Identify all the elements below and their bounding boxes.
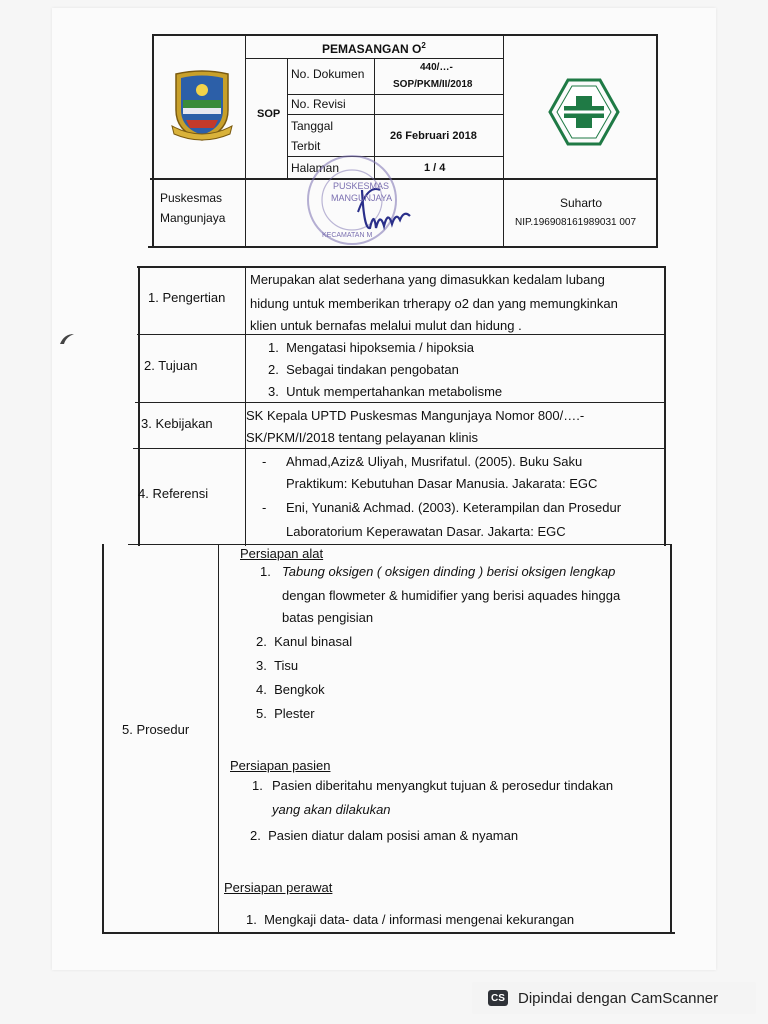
document-title: PEMASANGAN $O^2$ <box>322 41 426 56</box>
tujuan-item-1: 1. Mengatasi hipoksemia / hipoksia <box>268 340 474 355</box>
camscanner-watermark <box>472 982 756 1014</box>
puskesmas-cross-logo <box>548 78 620 146</box>
pasien-item-1-num: 1. <box>252 778 263 793</box>
stamp-text-bottom: KECAMATAN M <box>322 232 373 239</box>
camscanner-icon: CS <box>488 990 508 1006</box>
tujuan-label: 2. Tujuan <box>144 358 198 373</box>
pasien-item-1-line-1: Pasien diberitahu menyangkut tujuan & perosedur tindakan <box>272 778 614 793</box>
persiapan-perawat-heading: Persiapan perawat <box>224 880 333 895</box>
alat-item-1-line-2: dengan flowmeter & humidifier yang berisi aquades hingga <box>282 588 621 603</box>
org-line-2: Mangunjaya <box>160 211 226 225</box>
persiapan-alat-heading: Persiapan alat <box>240 546 324 561</box>
signer-nip: NIP.196908161989031 007 <box>515 217 637 228</box>
referensi-item-1-line-2: Praktikum: Kebutuhan Dasar Manusia. Jakarata: EGC <box>286 476 598 491</box>
terbit-label: Terbit <box>291 139 321 153</box>
stamp-text-top: PUSKESMAS <box>333 181 390 191</box>
referensi-item-1-line-1: Ahmad,Aziz& Uliyah, Musrifatul. (2005). Buku Saku <box>286 454 583 469</box>
referensi-bullet-2: - <box>262 500 267 515</box>
pasien-item-1-line-2: yang akan dilakukan <box>272 802 391 817</box>
halaman-value: 1 / 4 <box>424 162 446 174</box>
alat-item-1-line-3: batas pengisian <box>282 610 374 625</box>
kebijakan-label: 3. Kebijakan <box>141 416 213 431</box>
regional-emblem-logo <box>170 70 234 142</box>
tujuan-item-3: 3. Untuk mempertahankan metabolisme <box>268 384 503 399</box>
no-dokumen-label: No. Dokumen <box>291 67 365 81</box>
no-dokumen-value-1: 440/…- <box>420 62 453 73</box>
alat-item-3: 3. Tisu <box>256 658 299 673</box>
stamp-text-mid: MANGUNJAYA <box>331 193 393 203</box>
signer-name: Suharto <box>560 196 603 210</box>
camscanner-text: Dipindai dengan CamScanner <box>518 989 719 1007</box>
halaman-label: Halaman <box>291 161 340 175</box>
pengertian-line-1: Merupakan alat sederhana yang dimasukkan kedalam lubang <box>250 272 605 287</box>
prosedur-label: 5. Prosedur <box>122 722 190 737</box>
referensi-item-2-line-1: Eni, Yunani& Achmad. (2003). Keterampilan dan Prosedur <box>286 500 622 515</box>
alat-item-4: 4. Bengkok <box>256 682 325 697</box>
perawat-item-1: 1. Mengkaji data- data / informasi mengenai kekurangan <box>246 912 575 927</box>
sop-label: SOP <box>257 108 281 120</box>
scan-mark <box>58 332 76 346</box>
pengertian-label: 1. Pengertian <box>148 290 226 305</box>
tanggal-terbit-value: 26 Februari 2018 <box>390 130 477 142</box>
kebijakan-line-2: SK/PKM/I/2018 tentang pelayanan klinis <box>246 430 478 445</box>
kebijakan-line-1: SK Kepala UPTD Puskesmas Mangunjaya Nomor 800/….- <box>246 408 585 423</box>
pasien-item-2: 2. Pasien diatur dalam posisi aman & nyaman <box>250 828 519 843</box>
alat-item-1-line-1: Tabung oksigen ( oksigen dinding ) berisi oksigen lengkap <box>282 564 616 579</box>
no-dokumen-value-2: SOP/PKM/II/2018 <box>393 79 473 90</box>
tujuan-item-2: 2. Sebagai tindakan pengobatan <box>268 362 459 377</box>
referensi-label: 4. Referensi <box>138 486 209 501</box>
org-line-1: Puskesmas <box>160 191 223 205</box>
referensi-item-2-line-2: Laboratorium Keperawatan Dasar. Jakarta: EGC <box>286 524 566 539</box>
pengertian-line-2: hidung untuk memberikan trherapy o2 dan yang memungkinkan <box>250 296 618 311</box>
alat-item-5: 5. Plester <box>256 706 315 721</box>
persiapan-pasien-heading: Persiapan pasien <box>230 758 331 773</box>
alat-item-2: 2. Kanul binasal <box>256 634 353 649</box>
tanggal-label: Tanggal <box>291 119 334 133</box>
alat-item-1-num: 1. <box>260 564 271 579</box>
pengertian-line-3: klien untuk bernafas melalui mulut dan hidung . <box>250 318 522 333</box>
referensi-bullet-1: - <box>262 454 267 469</box>
no-revisi-label: No. Revisi <box>291 97 346 111</box>
